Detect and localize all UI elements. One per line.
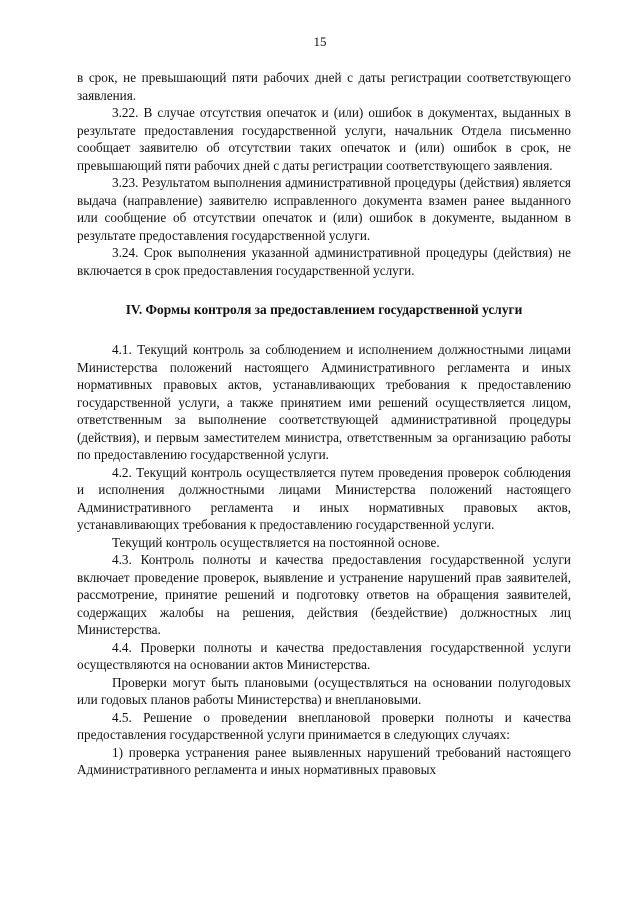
paragraphs-top — [77, 69, 571, 279]
section-heading: IV. Формы контроля за предоставлением государственной услуги — [125, 302, 523, 317]
paragraph-3-22: 3.22. В случае отсутствия опечаток и (или) ошибок в документах, выданных в результате предоставления государственной услуги, начальник Отдела письменно сообщает заявителю об отсутствии таких опечаток и (или) ошибок в срок, не превышающий пяти рабочих дней с даты регистрации соответствующего заявления. — [77, 105, 571, 173]
document-body — [77, 69, 571, 779]
paragraph-4-5-item-1: 1) проверка устранения ранее выявленных нарушений требований настоящего Административного регламента и иных нормативных правовых — [77, 744, 571, 777]
paragraph-3-24: 3.24. Срок выполнения указанной административной процедуры (действия) не включается в срок предоставления государственной услуги. — [77, 245, 571, 278]
paragraph-3-23: 3.23. Результатом выполнения административной процедуры (действия) является выдача (направление) заявителю исправленного документа взамен ранее выданного или сообщение об отсутствии опечаток и (или) ошибок в документе, выданном в результате предоставления государственной услуги. — [77, 175, 571, 243]
paragraph-4-1: 4.1. Текущий контроль за соблюдением и исполнением должностными лицами Министерства положений настоящего Административного регламента и иных нормативных правовых актов, устанавливающих требования к предоставлению государственной услуги, а также принятием ими решений осуществляется лицом, ответственным за выполнение соответствующей административной процедуры (действия), и первым заместителем министра, ответственным за организацию работы по предоставлению государственной услуги. — [77, 342, 571, 462]
paragraph-4-4-types: Проверки могут быть плановыми (осуществляться на основании полугодовых или годовых планов работы Министерства) и внеплановыми. — [77, 674, 571, 707]
paragraph-4-4: 4.4. Проверки полноты и качества предоставления государственной услуги осуществляются на основании актов Министерства. — [77, 639, 571, 672]
paragraph-4-3: 4.3. Контроль полноты и качества предоставления государственной услуги включает проведение проверок, выявление и устранение нарушений прав заявителей, рассмотрение, принятие решений и подготовку ответов на обращения заявителей, содержащих жалобы на решения, действия (бездействие) должностных лиц Министерства. — [77, 552, 571, 637]
paragraph-continuation: в срок, не превышающий пяти рабочих дней с даты регистрации соответствующего заявления. — [77, 70, 571, 103]
paragraph-4-5: 4.5. Решение о проведении внеплановой проверки полноты и качества предоставления государственной услуги принимается в следующих случаях: — [77, 709, 571, 742]
paragraphs-bottom — [77, 341, 571, 779]
paragraph-4-2: 4.2. Текущий контроль осуществляется путем проведения проверок соблюдения и исполнения должностными лицами Министерства положений настоящего Административного регламента и иных нормативных правовых актов, устанавливающих требования к предоставлению государственной услуги. — [77, 464, 571, 532]
paragraph-4-2-ongoing: Текущий контроль осуществляется на постоянной основе. — [112, 534, 440, 550]
page-number: 15 — [313, 34, 327, 49]
